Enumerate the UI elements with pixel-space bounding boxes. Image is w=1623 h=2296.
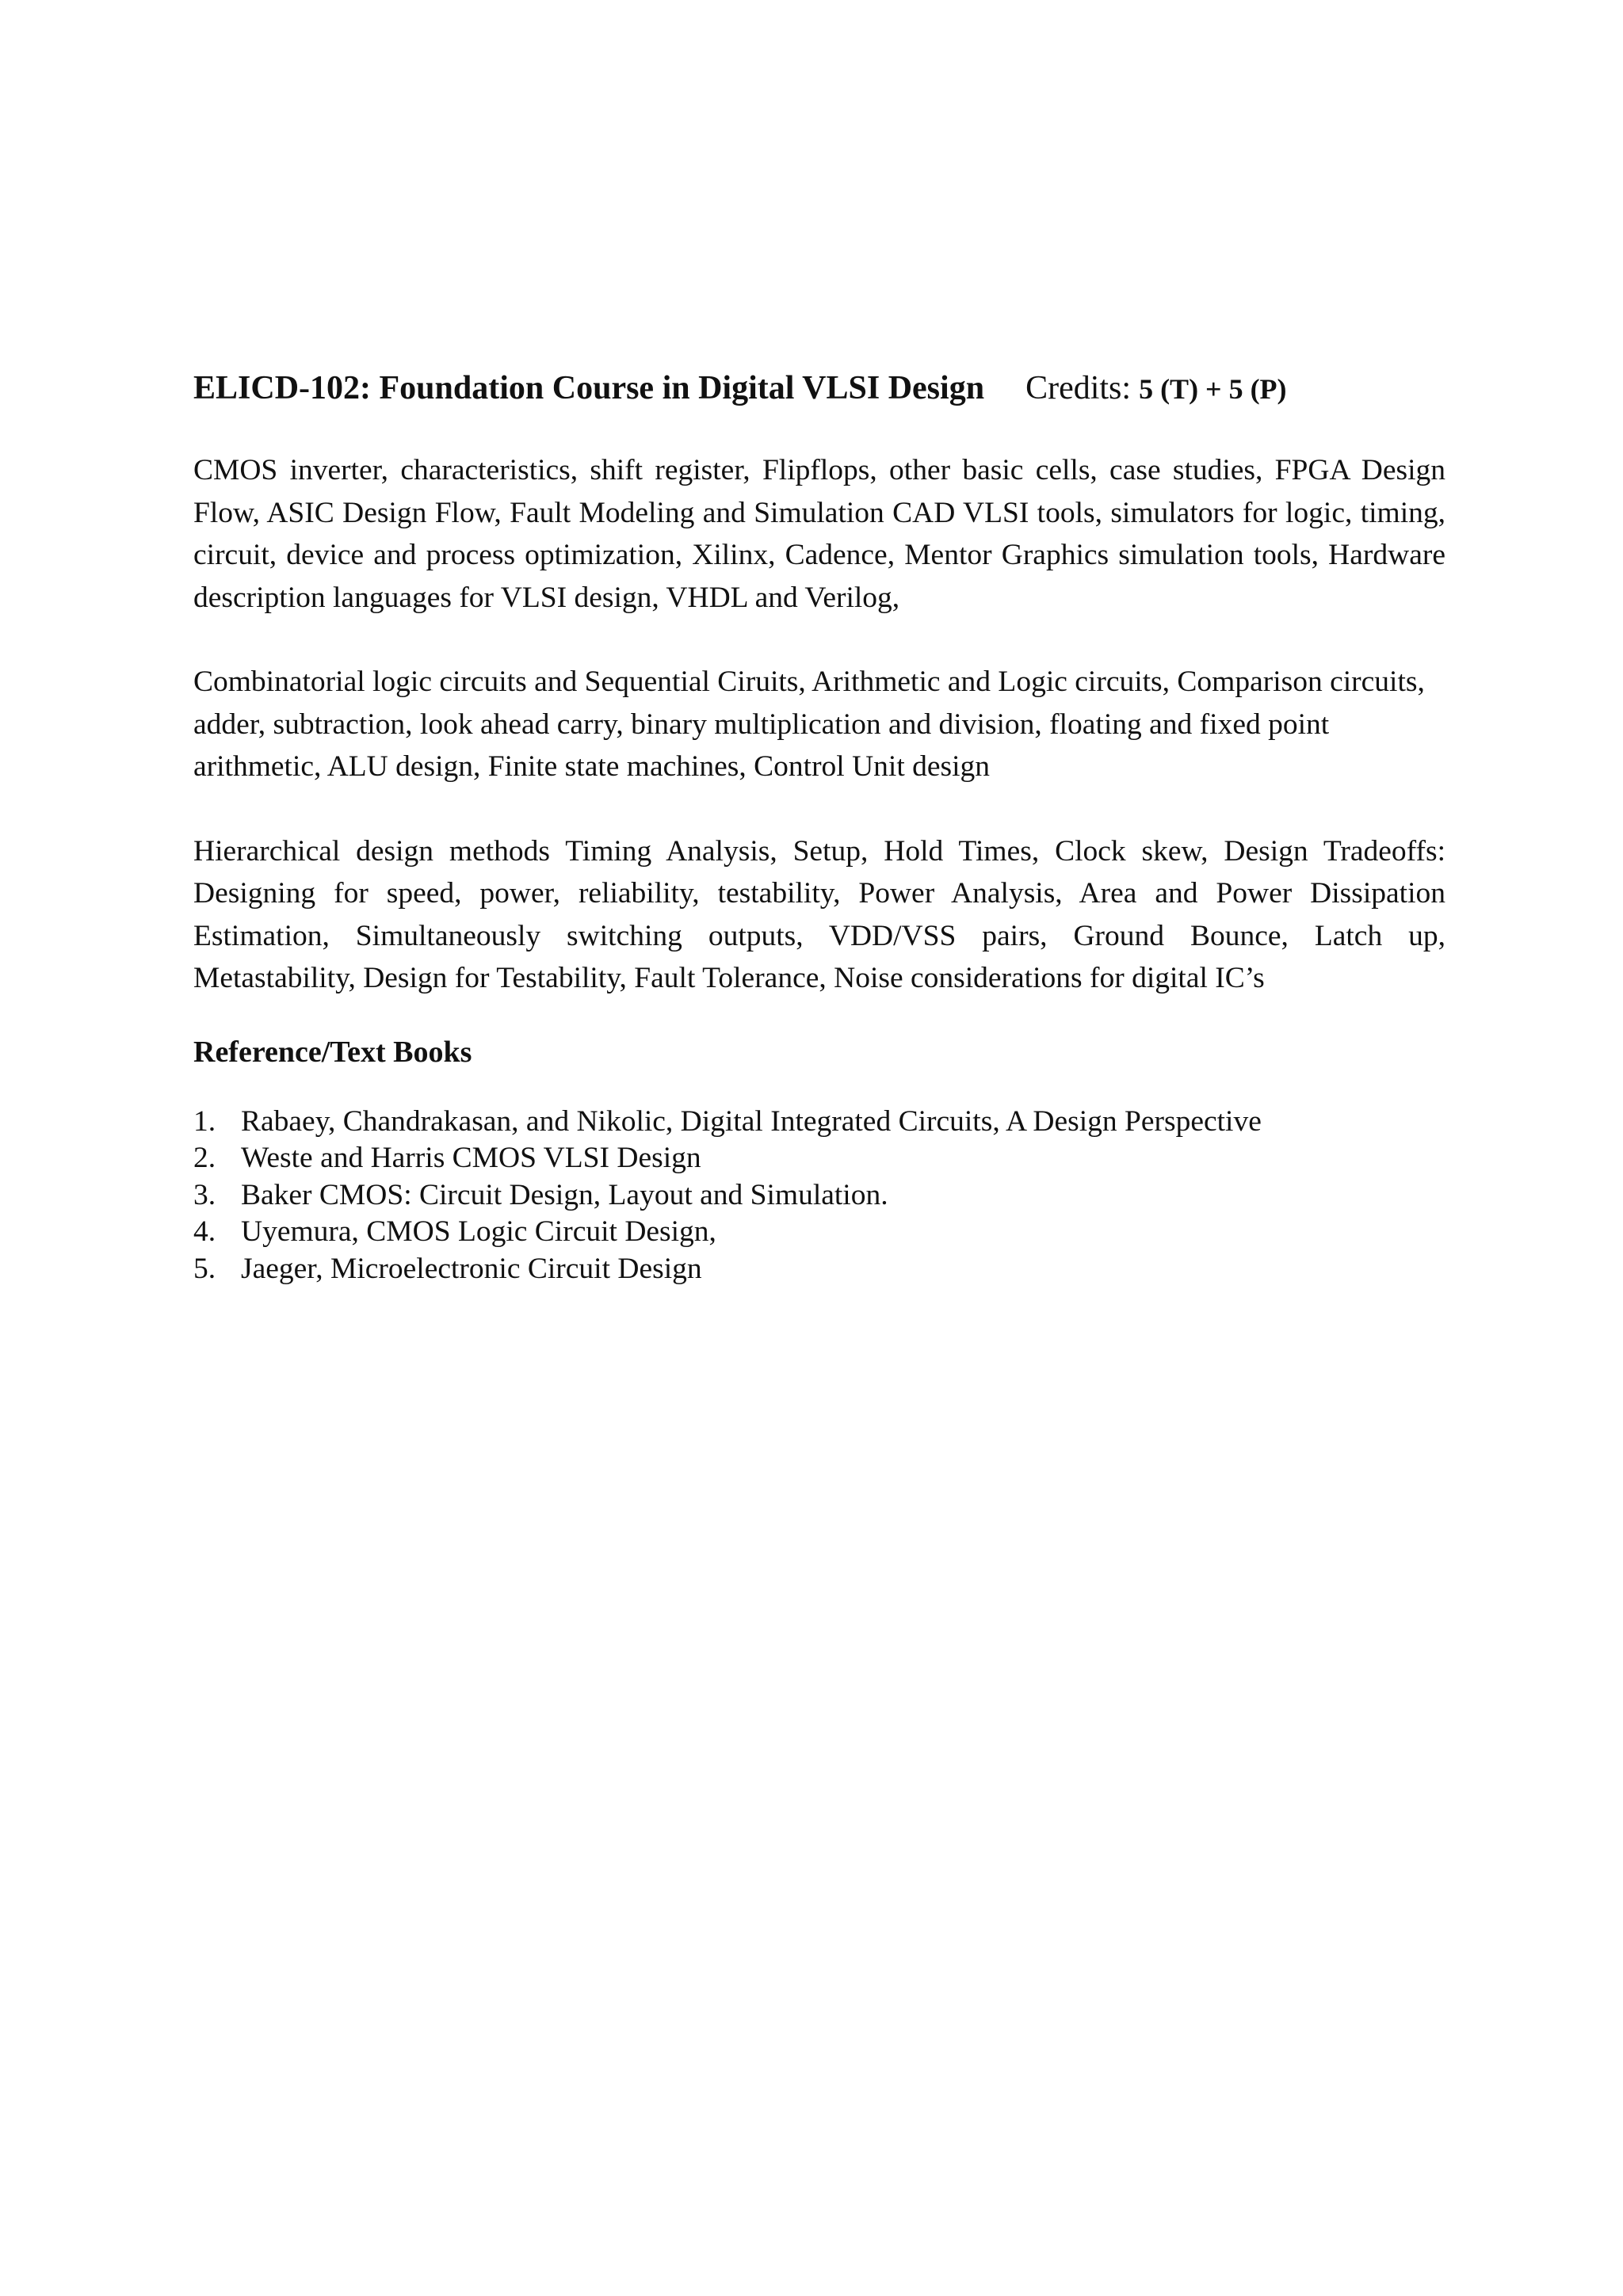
reference-item <box>193 1251 1445 1288</box>
references-heading: Reference/Text Books <box>193 1035 472 1069</box>
reference-item <box>193 1140 1445 1177</box>
reference-text: Uyemura, CMOS Logic Circuit Design, <box>241 1215 716 1248</box>
syllabus-paragraph-1: CMOS inverter, characteristics, shift register, Flipflops, other basic cells, case studies, FPGA Design Flow, ASIC Design Flow, Fault Modeling and Simulation CAD VLSI tools, simulators for logic, timing, circuit, device and process optimization, Xilinx, Cadence, Mentor Graphics simulation tools, Hardware description languages for VLSI design, VHDL and Verilog, <box>193 454 1445 614</box>
reference-item <box>193 1214 1445 1251</box>
reference-text: Baker CMOS: Circuit Design, Layout and Simulation. <box>241 1178 888 1211</box>
reference-number: 5. <box>193 1252 216 1285</box>
references-list <box>193 1104 1445 1288</box>
syllabus-paragraph-2: Combinatorial logic circuits and Sequential Ciruits, Arithmetic and Logic circuits, Comparison circuits, adder, subtraction, look ahead carry, binary multiplication and division, floating and fixed point arithmetic, ALU design, Finite state machines, Control Unit design <box>193 666 1425 783</box>
course-title-row <box>193 360 1445 417</box>
syllabus-paragraph-3: Hierarchical design methods Timing Analysis, Setup, Hold Times, Clock skew, Design Tradeoffs: Designing for speed, power, reliability, testability, Power Analysis, Area and Power Dissipation Estimation, Simultaneously switching outputs, VDD/VSS pairs, Ground Bounce, Latch up, Metastability, Design for Testability, Fault Tolerance, Noise considerations for digital IC’s <box>193 834 1445 994</box>
reference-number: 4. <box>193 1215 216 1248</box>
credits-value: 5 (T) + 5 (P) <box>1139 373 1287 405</box>
reference-text: Weste and Harris CMOS VLSI Design <box>241 1142 701 1174</box>
reference-number: 2. <box>193 1142 216 1174</box>
course-title: ELICD-102: Foundation Course in Digital VLSI Design <box>193 370 985 406</box>
reference-number: 1. <box>193 1104 216 1138</box>
document-page <box>193 360 1445 1287</box>
reference-number: 3. <box>193 1178 216 1211</box>
credits-label: Credits: <box>1025 370 1132 406</box>
reference-text: Rabaey, Chandrakasan, and Nikolic, Digital Integrated Circuits, A Design Perspective <box>241 1104 1262 1138</box>
reference-text: Jaeger, Microelectronic Circuit Design <box>241 1252 702 1285</box>
reference-item <box>193 1177 1445 1215</box>
reference-item <box>193 1104 1445 1141</box>
